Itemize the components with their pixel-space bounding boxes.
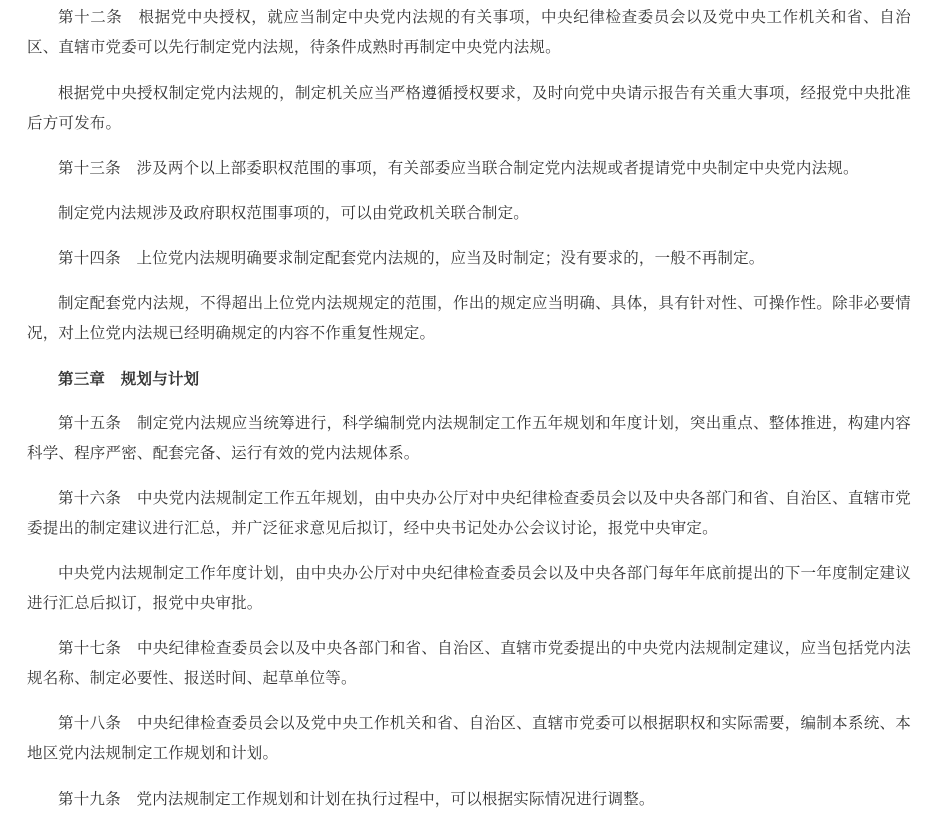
paragraph-article-14: 第十四条 上位党内法规明确要求制定配套党内法规的，应当及时制定；没有要求的，一般不再制定。 (58, 249, 765, 267)
paragraph-supporting-regulations: 制定配套党内法规，不得超出上位党内法规规定的范围，作出的规定应当明确、具体，具有针对性、可操作性。除非必要情况，对上位党内法规已经明确规定的内容不作重复性规定。 (27, 294, 911, 342)
paragraph-article-17: 第十七条 中央纪律检查委员会以及中央各部门和省、自治区、直辖市党委提出的中央党内法规制定建议，应当包括党内法规名称、制定必要性、报送时间、起草单位等。 (27, 639, 911, 687)
paragraph-article-19: 第十九条 党内法规制定工作规划和计划在执行过程中，可以根据实际情况进行调整。 (58, 790, 655, 808)
paragraph-annual-plan: 中央党内法规制定工作年度计划，由中央办公厅对中央纪律检查委员会以及中央各部门每年年底前提出的下一年度制定建议进行汇总后拟订，报党中央审批。 (27, 564, 911, 612)
paragraph-authorization: 根据党中央授权制定党内法规的，制定机关应当严格遵循授权要求，及时向党中央请示报告有关重大事项，经报党中央批准后方可发布。 (27, 84, 911, 132)
paragraph-article-16: 第十六条 中央党内法规制定工作五年规划，由中央办公厅对中央纪律检查委员会以及中央各部门和省、自治区、直辖市党委提出的制定建议进行汇总，并广泛征求意见后拟订，经中央书记处办公会议讨论，报党中央审定。 (27, 489, 911, 537)
paragraph-article-18: 第十八条 中央纪律检查委员会以及党中央工作机关和省、自治区、直辖市党委可以根据职权和实际需要，编制本系统、本地区党内法规制定工作规划和计划。 (27, 714, 911, 762)
paragraph-article-13: 第十三条 涉及两个以上部委职权范围的事项，有关部委应当联合制定党内法规或者提请党中央制定中央党内法规。 (58, 159, 859, 177)
paragraph-article-15: 第十五条 制定党内法规应当统筹进行，科学编制党内法规制定工作五年规划和年度计划，突出重点、整体推进，构建内容科学、程序严密、配套完备、运行有效的党内法规体系。 (27, 414, 911, 462)
chapter-heading: 第三章 规划与计划 (58, 370, 200, 388)
paragraph-article-12: 第十二条 根据党中央授权，就应当制定中央党内法规的有关事项，中央纪律检查委员会以及党中央工作机关和省、自治区、直辖市党委可以先行制定党内法规，待条件成熟时再制定中央党内法规。 (27, 8, 911, 56)
paragraph-government-joint: 制定党内法规涉及政府职权范围事项的，可以由党政机关联合制定。 (58, 204, 530, 222)
